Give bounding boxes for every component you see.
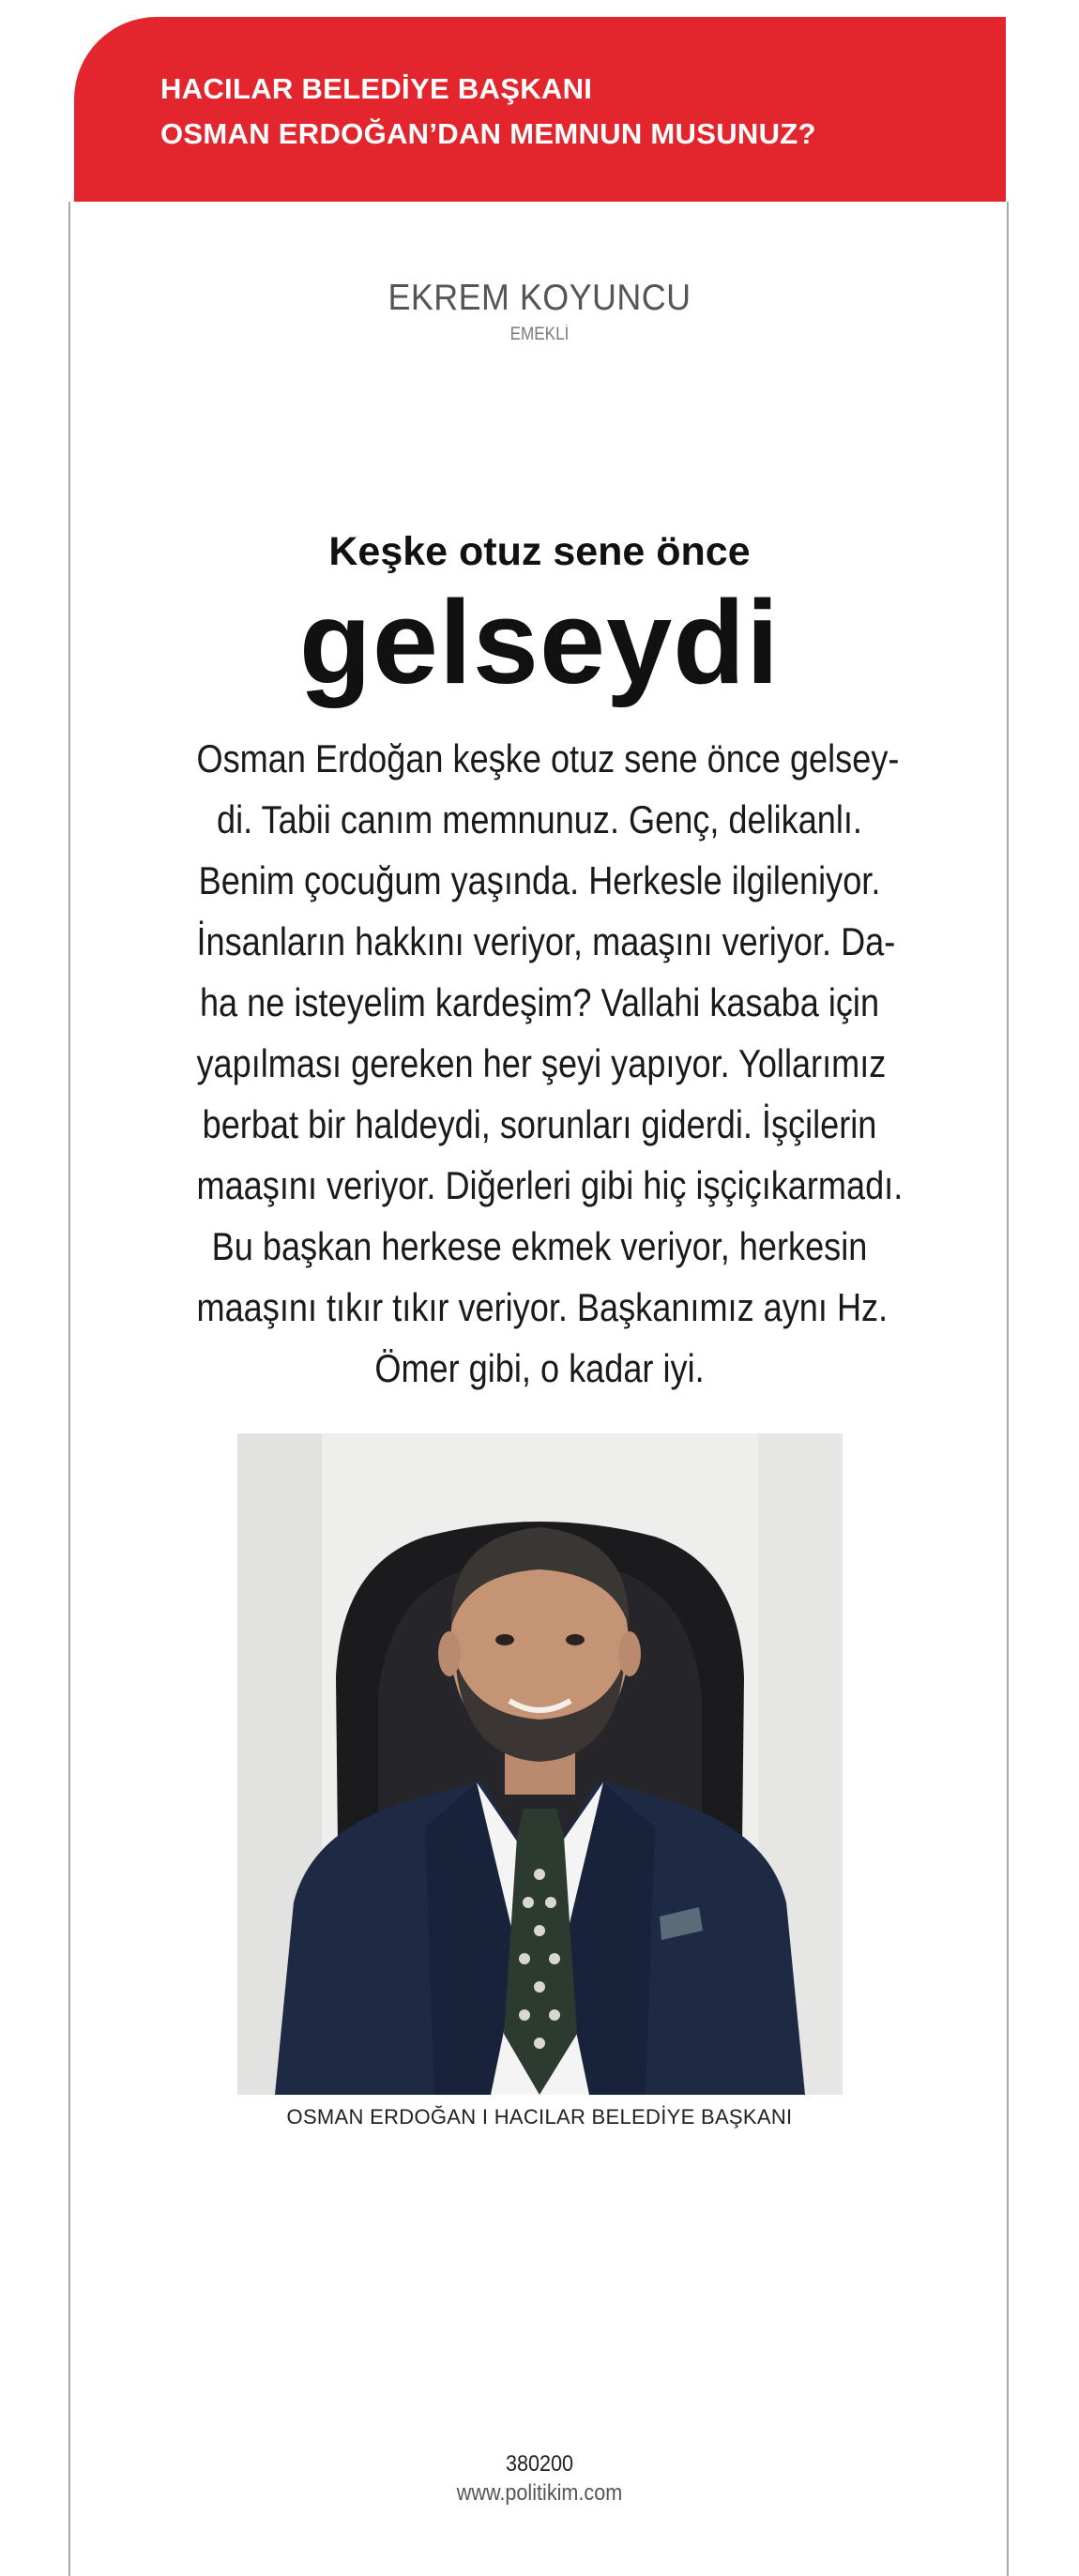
portrait-photo — [237, 1433, 843, 2095]
body-line: İnsanların hakkını veriyor, maaşını veriyor. Da- — [196, 919, 896, 963]
author-role: EMEKLİ — [509, 325, 570, 344]
body-line: ha ne isteyelim kardeşim? Vallahi kasaba için — [199, 980, 880, 1024]
body-line: Ömer gibi, o kadar iyi. — [374, 1346, 705, 1390]
body-line: Bu başkan herkese ekmek veriyor, herkesin — [211, 1224, 868, 1268]
article-headline — [0, 525, 1079, 708]
body-line: Benim çocuğum yaşında. Herkesle ilgileniyor. — [198, 858, 881, 902]
footer-number: 380200 — [505, 2451, 574, 2477]
photo-caption: OSMAN ERDOĞAN I HACILAR BELEDİYE BAŞKANI — [286, 2105, 793, 2129]
headline-main: gelseydi — [298, 576, 781, 708]
body-line: maaşını veriyor. Diğerleri gibi hiç işçiçıkarmadı. — [196, 1163, 904, 1207]
article-body — [141, 728, 938, 1399]
author-name: EKREM KOYUNCU — [388, 278, 691, 318]
banner-title-line-2: OSMAN ERDOĞAN’DAN MEMNUN MUSUNUZ? — [160, 117, 816, 150]
banner-title-line-1: HACILAR BELEDİYE BAŞKANI — [160, 72, 593, 105]
header-banner — [74, 17, 1006, 202]
body-line: maaşını tıkır tıkır veriyor. Başkanımız aynı Hz. — [196, 1285, 889, 1329]
page-footer — [0, 2450, 1079, 2508]
body-line: berbat bir haldeydi, sorunları giderdi. İşçilerin — [202, 1102, 877, 1146]
headline-kicker: Keşke otuz sene önce — [328, 529, 751, 574]
body-line: di. Tabii canım memnunuz. Genç, delikanlı. — [217, 797, 862, 841]
author-block — [0, 276, 1079, 345]
body-line: yapılması gereken her şeyi yapıyor. Yollarımız — [196, 1041, 887, 1085]
body-line: Osman Erdoğan keşke otuz sene önce gelsey- — [196, 736, 900, 780]
footer-website-link[interactable]: www.politikim.com — [456, 2480, 623, 2506]
